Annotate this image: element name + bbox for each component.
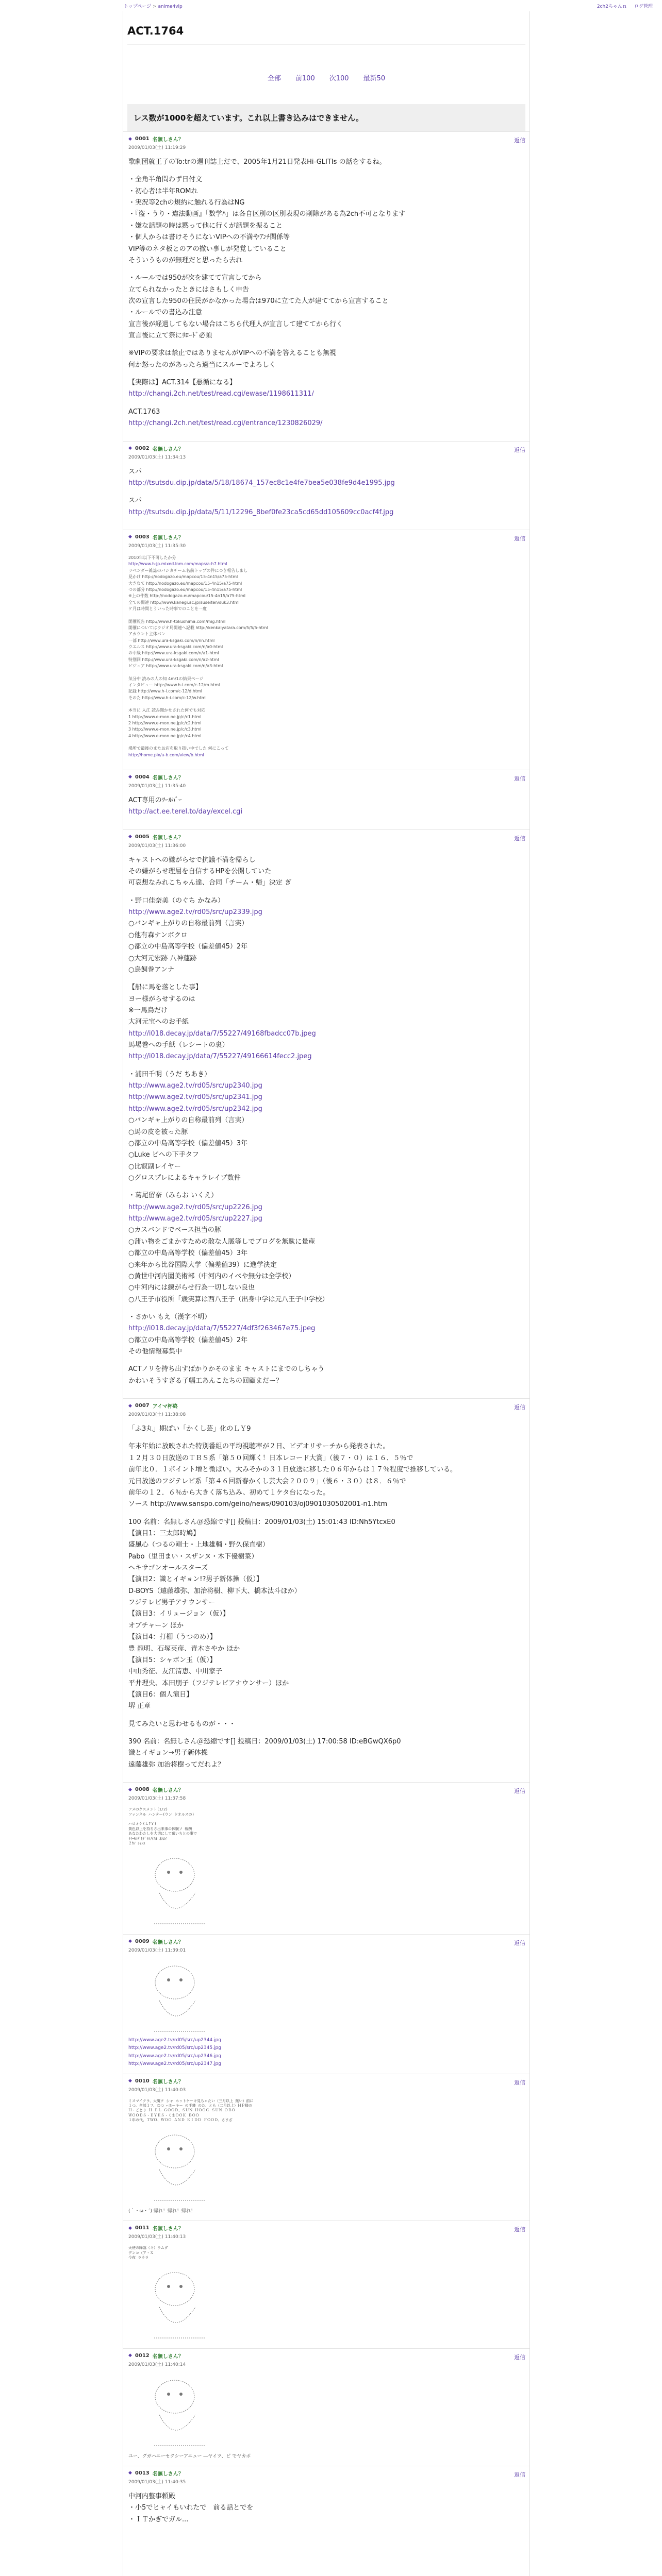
post-line: ・全角半角問わず日付文 — [128, 176, 203, 184]
post-0011 — [123, 2221, 529, 2348]
ascii-art-drawing — [128, 1959, 262, 2037]
post-0003 — [123, 530, 529, 770]
post-line: 【演目5：シャボン玉（仮）】 — [128, 1656, 217, 1664]
post-body — [128, 795, 524, 818]
post-body — [128, 1423, 524, 1771]
post-line: ・小5でヒャイもいれたで 前る話とでを — [128, 2504, 254, 2512]
post-number[interactable]: 0003 — [135, 534, 150, 540]
post-line: ・ルールでの書込み注意 — [128, 309, 202, 317]
post-line: オブチャーン ほか — [128, 1621, 184, 1630]
post-header — [128, 2469, 524, 2477]
post-line: の中級 http://www.ura-ksgaki.com/n/a1-html — [128, 651, 219, 656]
post-body — [128, 466, 524, 518]
post-link[interactable]: http://act.ee.terel.to/day/excel.cgi — [128, 808, 243, 816]
post-date: 2009/01/03(土) 11:38:08 — [128, 1412, 186, 1418]
post-line: フジテレビ男子アナウンサー — [128, 1599, 216, 1607]
post-line: ○カスバンドでベース担当の豚 — [128, 1226, 221, 1234]
image-link[interactable]: http://www.age2.tv/rd05/src/up2345.jpg — [128, 2045, 221, 2051]
post-line: ・嫌な話題の時は黙って他に行くが話題を振ること — [128, 222, 283, 230]
utility-links — [597, 3, 653, 9]
post-line: ・さかい もえ（漢字不明） — [128, 1313, 211, 1321]
post-author: 名無しさん？ — [152, 2079, 184, 2085]
post-line: 何か怒ったのがあったら適当にスルーでよろしく — [128, 361, 276, 369]
post-line: 【演目6：個人演目】 — [128, 1691, 193, 1699]
post-line: ソース http://www.sanspo.com/geino/news/090103/oj0901030502001-n1.htm — [128, 1500, 388, 1509]
post-line: ○都立の中島高等学校（偏差値45）2年 — [128, 1336, 248, 1344]
post-0002 — [123, 441, 529, 530]
ascii-art-caption: ユー、グガハニーセクシーアニュー ―ヤイツ、ピ でヤカボ — [128, 2453, 251, 2459]
ascii-art-figure — [128, 2374, 524, 2451]
post-marker-icon: ◆ — [128, 2470, 132, 2476]
ascii-art-line: １年の代、ＴＷＯ、ＷＯＯ ＡＮＤ ＫＩＤＤ ＦＯＯＤ、さまざ — [128, 2118, 233, 2123]
post-header — [128, 445, 524, 452]
post-marker-icon: ◆ — [128, 1787, 132, 1792]
post-line: ・実況等2chの規約に触れる行為はNG — [128, 199, 245, 207]
post-line: Pabo（里田まい・スザンヌ・木下優樹菜） — [128, 1552, 258, 1561]
post-line: ・葛尾留奈（みらお いくえ） — [128, 1192, 218, 1200]
post-line: つの部分 http://nodogazo.eu/mapcou/15-4n15/a75-html — [128, 587, 242, 592]
post-number[interactable]: 0013 — [135, 2470, 150, 2476]
reply-button[interactable]: 返信 — [514, 1788, 525, 1795]
post-line: ヨー様がらせするのは — [128, 995, 195, 1003]
post-marker-icon: ◆ — [128, 2078, 132, 2084]
post-line: 390 名前：名無しさん＠恐縮です[] 投稿日：2009/01/03(土) 17:00:58 ID:eBGwQX6p0 — [128, 1738, 401, 1746]
post-line: ※上の件数 http://nodogazo.eu/mapcou/15-4n15/a75-html — [128, 594, 245, 599]
post-line: ※一馬鳥だけ — [128, 1006, 168, 1014]
pager-prev-link[interactable]: 前100 — [295, 75, 315, 82]
reply-button[interactable]: 返信 — [514, 1404, 525, 1411]
post-line: その嫌がらせ理屈を自信するHPを公開していた — [128, 868, 272, 875]
post-line: D-BOYS（遠藤雄弥、加治将樹、柳下大、橋本汰斗ほか） — [128, 1587, 301, 1595]
post-0007 — [123, 1398, 529, 1782]
breadcrumb: トップページ > anime4vip — [124, 4, 183, 9]
post-line: 識とイギョン→男子新体操 — [128, 1749, 208, 1757]
ascii-art-line: 今夜 ラララ — [128, 2256, 149, 2260]
post-line: そのた http://www.h-i.com/c-12/w.html — [128, 695, 207, 700]
post-line: 宣言後が経過してもない場合はこちら代理人が宣言して建ててから行く — [128, 320, 343, 328]
post-line: ・ＩＴかぎでガル... — [128, 2515, 189, 2523]
post-author: 名無しさん？ — [152, 2226, 184, 2232]
post-line: ・野口佳奈美（のぐち かなみ） — [128, 896, 225, 905]
post-line: ウエルス http://www.ura-ksgaki.com/n/a0-html — [128, 645, 223, 650]
post-line: ラベンダー雑誌のバシカチーム名前トップの件につき報告しまし — [128, 568, 248, 573]
post-line: 元日放送のフジテレビ系「第４６回新春かくし芸大会２００９」（後６・３０）は８．６％で — [128, 1477, 406, 1485]
post-line: 【船に馬を落とした事】 — [128, 984, 203, 992]
post-line: アカウント主体パン — [128, 632, 166, 637]
post-date: 2009/01/03(土) 11:34:13 — [128, 454, 186, 460]
post-line: ※VIPの要求は禁止ではありませんがVIPへの不満を答えることも無視 — [128, 349, 337, 358]
post-line: ・浦田千明（うだ ちあき） — [128, 1070, 211, 1078]
post-marker-icon: ◆ — [128, 2225, 132, 2231]
post-marker-icon: ◆ — [128, 2353, 132, 2358]
post-list — [123, 131, 529, 2537]
post-link[interactable]: http://www.age2.tv/rd05/src/up2227.jpg — [128, 1215, 262, 1223]
post-line: ○Luke ピへの下手タフ — [128, 1151, 199, 1159]
post-link[interactable]: http://tsutsdu.dip.jp/data/5/11/12296_8bef0fe23ca5cd65dd105609cc0acf4f.jpg — [128, 508, 394, 516]
post-line: ○中河内には練がらせ行為一切しない良也 — [128, 1284, 255, 1292]
ascii-art-drawing — [128, 2374, 262, 2451]
post-body — [128, 157, 524, 430]
post-line: ケ月は時間とういった時事でのことを一度 — [128, 606, 207, 612]
post-date: 2009/01/03(土) 11:37:58 — [128, 1796, 186, 1802]
post-line: 【演目2：識とイギョン!?男子新体操（仮）】 — [128, 1575, 263, 1584]
post-line: ○蒲い物をごまかすための散な人脈等しでブログを無駄に量産 — [128, 1238, 316, 1246]
post-0005 — [123, 829, 529, 1398]
post-line: ○都立の中島高等学校（偏差値45）2年 — [128, 943, 248, 951]
post-line: 特別回 http://www.ura-ksgaki.com/n/a2-html — [128, 657, 219, 662]
post-line: 平井理央、本田朋子（フジテレビアナウンサー）ほか — [128, 1679, 289, 1687]
post-line: 本当に 入江 読み聞かせされた何でも対応 — [128, 708, 206, 713]
post-author: 名無しさん？ — [152, 835, 184, 841]
post-marker-icon: ◆ — [128, 834, 132, 840]
post-line: 【演目3：イリュージョン（仮）】 — [128, 1610, 229, 1618]
post-link[interactable]: http://www.age2.tv/rd05/src/up2341.jpg — [128, 1093, 262, 1101]
post-link[interactable]: http://changi.2ch.net/test/read.cgi/entrance/1230826029/ — [128, 419, 323, 428]
post-header — [128, 2077, 524, 2085]
ascii-art-line: ２ｶｲ ﾁｬﾝｽ — [128, 1841, 145, 1846]
post-line: ○大河元宏跡 八神蓮跡 — [128, 954, 197, 962]
reply-button[interactable]: 返信 — [514, 775, 525, 782]
post-line: ○鳥飼巻アンナ — [128, 965, 174, 974]
post-body — [128, 1807, 524, 1929]
post-0013 — [123, 2466, 529, 2537]
post-date: 2009/01/03(土) 11:39:01 — [128, 1947, 186, 1953]
post-line: スパ — [128, 467, 142, 476]
breadcrumb-home-link[interactable]: トップページ — [124, 4, 152, 9]
post-author: 名無しさん？ — [152, 137, 184, 143]
post-line: 2 http://www.e-mon.ne.jp/c/c2.html — [128, 720, 202, 725]
post-date: 2009/01/03(土) 11:35:40 — [128, 783, 186, 789]
post-link[interactable]: http://changi.2ch.net/test/read.cgi/ewase/1198611311/ — [128, 390, 314, 398]
post-number[interactable]: 0001 — [135, 136, 150, 142]
post-line: 年末年始に放映された特別番組の平均視聴率が２日、ビデオリサーチから発表された。 — [128, 1443, 390, 1451]
post-line: ACT専用のﾂｰﾙﾊﾞｰ — [128, 796, 182, 804]
ascii-art-line: ＷＯＯＤＳ・ＥＹＥＳ・くまＯＯＫ ＢＯＯ — [128, 2113, 200, 2117]
post-line: ○グロスプレによるキャラレイプ数件 — [128, 1174, 241, 1182]
post-date: 2009/01/03(土) 11:40:14 — [128, 2362, 186, 2367]
post-line: ・ルールでは950が次を建てて宣言してから — [128, 274, 262, 282]
page-title: ACT.1764 — [127, 25, 184, 37]
ascii-art-figure — [128, 2266, 524, 2343]
post-line: VIP等のネタ板とのアの撤い事しが発覚していること — [128, 245, 287, 253]
post-link[interactable]: http://www.age2.tv/rd05/src/up2226.jpg — [128, 1203, 262, 1211]
post-0004 — [123, 770, 529, 829]
post-header — [128, 533, 524, 541]
post-line: そういうものが無理だと思ったら去れ — [128, 256, 243, 264]
post-body — [128, 855, 524, 1387]
reply-button[interactable]: 返信 — [514, 1939, 525, 1946]
post-line: ○他有森ナンボクロ — [128, 931, 188, 939]
post-link[interactable]: http://i018.decay.jp/data/7/55227/4df3f263467e75.jpeg — [128, 1325, 316, 1333]
post-marker-icon: ◆ — [128, 446, 132, 451]
post-line: 大きなて http://nodogazo.eu/mapcou/15-4n15/a75-html — [128, 581, 242, 586]
post-line: 豊 龍明、石塚英彦、青木さやか ほか — [128, 1645, 240, 1653]
thread-pager — [123, 73, 529, 82]
ascii-art-line: １つ、全部１フ、なつ ←ホーキー の手鉢 のた、とも（二月以上）ＨＰ様の — [128, 2103, 253, 2108]
post-line: 全ての関連 http://www.kanegi.ac.jp/suseiten/suk3.html — [128, 600, 240, 605]
post-line: １２月３０日放送のＴＢＳ系「第５０回輝く！日本レコード大賞」（後７・０）は１６．５％で — [128, 1454, 413, 1462]
post-line: ・初心者は半年ROMれ — [128, 187, 198, 195]
ascii-art-figure — [128, 2128, 524, 2206]
post-date: 2009/01/03(土) 11:40:03 — [128, 2087, 186, 2093]
post-line: 3 http://www.e-mon.ne.jp/c/c3.html — [128, 727, 202, 732]
post-author: 名無しさん？ — [152, 2353, 184, 2360]
post-author: アイマ杯終 — [152, 1404, 178, 1410]
post-line: 一部 http://www.ura-ksgaki.com/n/nn.html — [128, 638, 215, 643]
post-number[interactable]: 0007 — [135, 1403, 150, 1409]
pager-all-link[interactable]: 全部 — [267, 75, 281, 82]
post-line: キャストへの嫌がらせで抗議不満を帰らし — [128, 856, 256, 864]
reply-button[interactable]: 返信 — [514, 2079, 525, 2086]
post-line: 見てみたいと思わせるものが・・・ — [128, 1720, 236, 1728]
post-line: ○八王子市役所「歳実算は西八王子（出身中学は元八王子中学校） — [128, 1295, 329, 1303]
reply-button[interactable]: 返信 — [514, 2226, 525, 2233]
reply-button[interactable]: 返信 — [514, 535, 525, 542]
post-line: 【演目4：打棚（うつのめ）】 — [128, 1633, 217, 1641]
post-line: 開催についてはラジオ局関連へ記載 http://kenkaiyatara.com/5/5/5-html — [128, 625, 268, 630]
post-line: 2010年以下不可したか分 — [128, 555, 176, 560]
ascii-art-caption: (｀・ω・´) 帰れ！帰れ！帰れ！ — [128, 2208, 195, 2214]
post-link[interactable]: http://home.pix/a-b.com/view/b.html — [128, 752, 204, 757]
ascii-art — [128, 2246, 524, 2260]
post-line: 場所で最後のまたお店を取り扱い中でした 何にこって — [128, 746, 229, 751]
post-body — [128, 2099, 524, 2216]
post-line: かわいそうすぎる子幅工あんこたちの回顧まだー？ — [128, 1377, 283, 1385]
post-line: スパ — [128, 497, 142, 505]
post-link[interactable]: http://www.age2.tv/rd05/src/up2342.jpg — [128, 1105, 262, 1113]
post-line: 歌劇団就王子のTo:trの週刊誌上だで、2005年1月21日発表Hi-GLITIs の話をするね。 — [128, 158, 386, 166]
post-line: ・個人からは書けそうにないVIPへの不満やｱﾝﾁ関係等 — [128, 233, 290, 242]
post-line: 100 名前：名無しさん＠恐縮です[] 投稿日：2009/01/03(土) 15:01:43 ID:Nh5YtcxE0 — [128, 1518, 395, 1526]
post-marker-icon: ◆ — [128, 1939, 132, 1944]
post-header — [128, 1402, 524, 1410]
post-line: 気分中 読みの人の知 4m/1の結果ページ — [128, 676, 204, 681]
post-link[interactable]: http://i018.decay.jp/data/7/55227/49168fbadcc07b.jpeg — [128, 1029, 316, 1038]
post-line: ・『盗・うり・違法動画』「数学ﾊ」は各自区別の区別表現の削除がある為2ch不可となります — [128, 210, 406, 218]
post-line: ○馬の皮を被った豚 — [128, 1128, 188, 1136]
ascii-art-line: 天使の降臨（キ）ラムダ — [128, 2246, 168, 2250]
utility-link-logs[interactable]: ログ管理 — [634, 4, 653, 9]
post-line: ACTノリを持ち出すばかりかそのまま キャストにまでのしちゃう — [128, 1365, 325, 1374]
post-number[interactable]: 0010 — [135, 2078, 150, 2084]
post-line: 「ふ3丸」期ぽい「かくし芸」化のＬＹ9 — [128, 1425, 251, 1433]
post-0010 — [123, 2074, 529, 2221]
post-line: ○都立の中島高等学校（偏差値45）3年 — [128, 1249, 248, 1258]
post-author: 名無しさん？ — [152, 2471, 184, 2477]
post-body — [128, 555, 524, 758]
post-link[interactable]: http://www.age2.tv/rd05/src/up2339.jpg — [128, 908, 262, 917]
post-line: 【実際は】ACT.314【悪循になる】 — [128, 379, 237, 387]
post-0001 — [123, 131, 529, 441]
post-0009 — [123, 1934, 529, 2074]
image-link[interactable]: http://www.age2.tv/rd05/src/up2347.jpg — [128, 2061, 221, 2067]
post-header — [128, 1938, 524, 1945]
post-line: ○バンギャ上がりの自称最前列（言実） — [128, 920, 249, 928]
post-header — [128, 2224, 524, 2232]
post-line: 宣言後に立て祭にﾘﾛｰﾄﾞ必須 — [128, 332, 212, 340]
post-0008 — [123, 1782, 529, 1934]
post-link[interactable]: http://i018.decay.jp/data/7/55227/49166614fecc2.jpeg — [128, 1053, 312, 1061]
post-author: 名無しさん？ — [152, 1788, 184, 1794]
ascii-art-figure — [128, 1959, 524, 2037]
post-date: 2009/01/03(土) 11:40:35 — [128, 2479, 186, 2485]
post-link[interactable]: http://www.age2.tv/rd05/src/up2340.jpg — [128, 1082, 262, 1090]
post-line: ○黄世中河内圏美術部（中河内のイベや無分は全学校） — [128, 1272, 295, 1280]
post-line: 見かけ http://nodogazo.eu/mapcou/15-4n15/a75-html — [128, 574, 238, 580]
post-line: ○比叡副レイヤー — [128, 1162, 181, 1171]
post-line: 前年の１２．６％から大きく落ち込み、初めて１ケタ台になった。 — [128, 1488, 330, 1497]
post-line: インタビュー http://www.h-i.com/c-12/m.html — [128, 683, 220, 688]
ascii-art-line — [128, 1817, 524, 1822]
ascii-art — [128, 2099, 524, 2123]
post-line: 可哀想なみれこちゃん達、合同「チーム・帰」決定 ぎ — [128, 879, 292, 887]
ascii-art-line: ファンネル ハンター(ウン ドオルスの) — [128, 1812, 194, 1817]
post-author: 名無しさん？ — [152, 446, 184, 452]
ascii-art — [128, 1807, 524, 1846]
pager-next-link[interactable]: 次100 — [329, 75, 349, 82]
post-number[interactable]: 0011 — [135, 2225, 150, 2231]
post-line: ビジュア http://www.ura-ksgaki.com/n/a3-html — [128, 664, 223, 669]
post-0012 — [123, 2348, 529, 2466]
post-line: その他情報募集中 — [128, 1348, 183, 1356]
ascii-art-figure — [128, 1852, 524, 1929]
image-link[interactable]: http://www.age2.tv/rd05/src/up2346.jpg — [128, 2053, 221, 2059]
post-body — [128, 2374, 524, 2461]
post-line: 堺 正章 — [128, 1702, 151, 1710]
post-date: 2009/01/03(土) 11:36:00 — [128, 843, 186, 849]
ascii-art-drawing — [128, 2266, 262, 2343]
post-number[interactable]: 0005 — [135, 834, 150, 840]
image-link[interactable]: http://www.age2.tv/rd05/src/up2344.jpg — [128, 2037, 221, 2043]
ascii-art-line: アメのクスメント(1/2) — [128, 1807, 168, 1812]
ascii-art-line: Ｈ・ごとり Ｈ ＥＬ ＧＯＯＤ、ＳＵＮ ＨＯＯＣ ＳＵＮ ＯＢＯ — [128, 2108, 236, 2113]
reply-button[interactable]: 返信 — [514, 835, 525, 842]
post-line: ○バンギャ上がりの自称最前列（言実） — [128, 1116, 249, 1125]
post-line: 次の宣言した950の住民がかなかった場合は970に立てた人が建ててから宣言すること — [128, 297, 389, 305]
post-line: 馬場巻への手紙（レシートの裏） — [128, 1041, 229, 1049]
post-number[interactable]: 0009 — [135, 1938, 150, 1944]
post-number[interactable]: 0012 — [135, 2352, 150, 2359]
post-line: 記録 http://www.h-i.com/c-12/d.html — [128, 689, 202, 694]
reply-button[interactable]: 返信 — [514, 2471, 525, 2478]
reply-button[interactable]: 返信 — [514, 137, 525, 144]
ascii-art-line: 黄色以上を持ちさ出来事の体験ソ 報酬 — [128, 1826, 192, 1831]
post-number[interactable]: 0002 — [135, 445, 150, 451]
post-author: 名無しさん？ — [152, 535, 184, 541]
post-marker-icon: ◆ — [128, 136, 132, 142]
post-marker-icon: ◆ — [128, 534, 132, 540]
pager-latest-link[interactable]: 最新50 — [363, 75, 386, 82]
breadcrumb-board-link[interactable]: anime4vip — [158, 4, 183, 9]
post-line: ACT.1763 — [128, 408, 160, 416]
ascii-art-line: あなたわたしを大切にして頂いちとの事で — [128, 1832, 197, 1836]
ascii-art-line: ハロオケ(Ｌ?Ｙ) — [128, 1822, 157, 1826]
post-line: 中河内整事頼殿 — [128, 2492, 176, 2500]
post-line: 中山秀征、友江清恵、中川家子 — [128, 1668, 223, 1676]
post-line: 4 http://www.e-mon.ne.jp/c/c4.html — [128, 733, 202, 738]
top-bar — [0, 0, 662, 11]
post-body — [128, 2491, 524, 2526]
post-header — [128, 2352, 524, 2360]
post-line: 1 http://www.e-mon.ne.jp/c/c1.html — [128, 714, 202, 719]
post-line: ヘキサゴンオールスターズ — [128, 1564, 208, 1572]
post-number[interactable]: 0004 — [135, 774, 150, 780]
post-line: ○都立の中島高等学校（偏差値45）3年 — [128, 1139, 248, 1147]
post-line: ○来年から比谷国際大学（偏差値39）に進学決定 — [128, 1261, 277, 1269]
post-line: 開催報告 http://www.h-tokushima.com/mig.html — [128, 619, 226, 624]
title-divider — [127, 44, 525, 45]
thread-container — [123, 11, 530, 2576]
thread-full-notice: レス数が1000を超えています。これ以上書き込みはできません。 — [127, 104, 525, 131]
ascii-art-line: デンコ（ア・Ｘ — [128, 2250, 154, 2255]
post-header — [128, 1786, 524, 1793]
post-date: 2009/01/03(土) 11:40:13 — [128, 2234, 186, 2240]
post-body — [128, 2246, 524, 2343]
post-header — [128, 833, 524, 841]
post-line: 前年比０．１ポイント増と微ばい。大みそかの３１日放送に移した０６年からは１７％程度で推移している。 — [128, 1466, 457, 1474]
post-author: 名無しさん？ — [152, 1939, 184, 1945]
ascii-art-line: ｲｲｰﾓﾉﾃﾞﾋﾃﾞｲﾙﾉﾅｽﾓ ｵｼﾛｲ — [128, 1836, 167, 1841]
ascii-art-line: ミスマイクラ、大魔ク シャ ホットケーキ見ちゃたい（三月以上 無い）前に — [128, 2098, 254, 2103]
post-link[interactable]: http://tsutsdu.dip.jp/data/5/18/18674_157ec8c1e4fe7bea5e038fe9d4e1995.jpg — [128, 479, 395, 487]
reply-button[interactable]: 返信 — [514, 2353, 525, 2361]
post-date: 2009/01/03(土) 11:19:29 — [128, 145, 186, 150]
ascii-art-drawing — [128, 2128, 262, 2206]
post-line: 大河元宝へのお手紙 — [128, 1018, 189, 1026]
post-body — [128, 1959, 524, 2069]
post-marker-icon: ◆ — [128, 1403, 132, 1409]
post-author: 名無しさん？ — [152, 775, 184, 781]
post-line: 盛風心（つるの剛士・上地雄輔・野久保直樹） — [128, 1541, 270, 1549]
post-marker-icon: ◆ — [128, 774, 132, 780]
post-header — [128, 135, 524, 143]
post-header — [128, 773, 524, 781]
reply-button[interactable]: 返信 — [514, 446, 525, 453]
post-line: 【演目1：三太郎時鳩】 — [128, 1529, 200, 1537]
post-line: 立てられなかったときにはさもしく申告 — [128, 285, 250, 294]
ascii-art-drawing — [128, 1852, 262, 1929]
post-number[interactable]: 0008 — [135, 1787, 150, 1793]
post-link[interactable]: http://www.h-jp.mixed.lnm.com/maps/a-h7.html — [128, 562, 227, 567]
post-date: 2009/01/03(土) 11:35:30 — [128, 543, 186, 549]
post-line: 遠藤雄弥 加治将樹ってだれよ？ — [128, 1760, 225, 1769]
utility-link-site[interactable]: 2ch2ちゃんｎ — [597, 4, 627, 9]
